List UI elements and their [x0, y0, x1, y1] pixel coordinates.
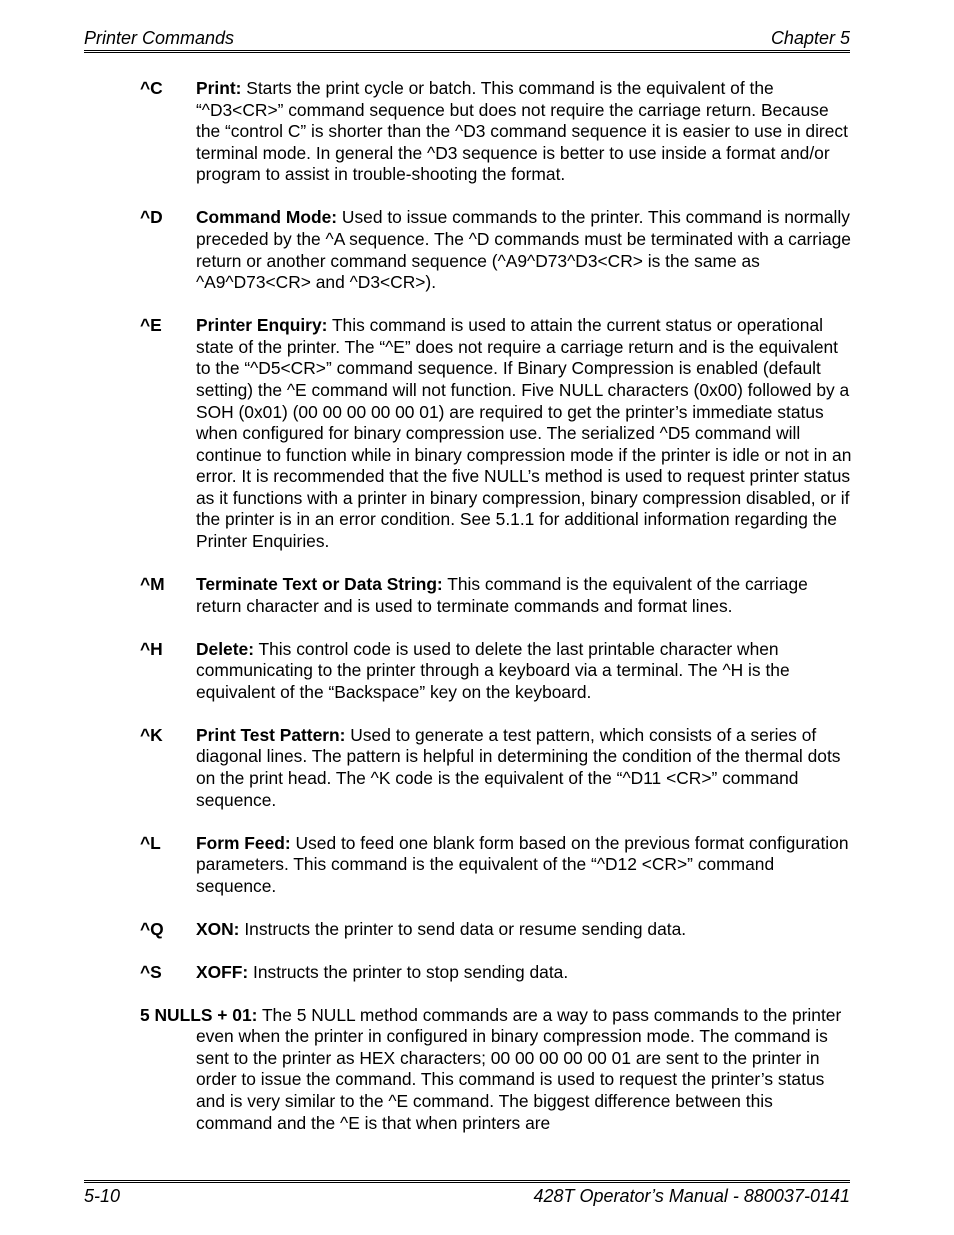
- page-number: 5-10: [84, 1186, 121, 1206]
- page-header: [84, 28, 850, 50]
- command-code: ^E: [140, 315, 162, 336]
- command-description: Starts the print cycle or batch. This command is the equivalent of the “^D3<CR>” command sequence but does not require the carriage return. Because the “control C” is shorter than the ^D3 command sequence it is easier to use in direct terminal mode. In general the ^D3 sequence is better to use inside a format and/or program to assist in trouble-shooting the format.: [196, 78, 848, 185]
- command-description: This control code is used to delete the last printable character when communicating to the printer through a keyboard via a terminal. The ^H is the equivalent of the “Backspace” key on the keyboard.: [196, 638, 790, 702]
- footer-rule: [84, 1180, 850, 1183]
- command-description: Used to generate a test pattern, which consists of a series of diagonal lines. The pattern is helpful in determining the condition of the thermal dots on the print head. The ^K code is the equivalent of the “^D11 <CR>” command sequence.: [196, 724, 841, 810]
- command-term: XON:: [196, 918, 240, 939]
- command-term: Terminate Text or Data String:: [196, 574, 443, 595]
- header-rule: [84, 50, 850, 53]
- command-term: Printer Enquiry:: [196, 315, 328, 336]
- command-term: Print Test Pattern:: [196, 724, 346, 745]
- command-entry-ctrl-d: [140, 207, 852, 293]
- command-term: Delete:: [196, 638, 254, 659]
- command-code: ^H: [140, 638, 163, 659]
- command-code: ^D: [140, 207, 163, 228]
- command-term: XOFF:: [196, 961, 249, 982]
- command-entry-ctrl-q: [140, 919, 852, 941]
- command-entry-ctrl-e: [140, 315, 852, 553]
- command-term: Form Feed:: [196, 832, 291, 853]
- command-code: ^C: [140, 78, 163, 98]
- command-entry-5-nulls: [140, 1005, 852, 1135]
- command-term: Print:: [196, 78, 242, 98]
- page-content: [140, 78, 852, 1156]
- command-description: This command is the equivalent of the carriage return character and is used to terminate commands and format lines.: [196, 574, 808, 616]
- command-entry-ctrl-k: [140, 725, 852, 811]
- header-chapter: Chapter 5: [770, 28, 850, 48]
- command-code: ^S: [140, 961, 162, 982]
- command-description: The 5 NULL method commands are a way to pass commands to the printer even when the printer in configured in binary compression mode. The command is sent to the printer as HEX characters; 00 00 00 00 00 01 are sent to the printer in order to issue the command. This command is used to request the printer’s status and is very similar to the ^E command. The biggest difference between this command and the ^E is that when printers are: [196, 1004, 842, 1133]
- header-section-title: Printer Commands: [84, 28, 235, 48]
- command-code: ^K: [140, 724, 163, 745]
- command-code: ^M: [140, 574, 165, 595]
- command-code: 5 NULLS + 01:: [140, 1004, 258, 1025]
- page-footer: [84, 1186, 850, 1208]
- command-code: ^Q: [140, 918, 164, 939]
- command-description: Instructs the printer to stop sending data.: [248, 961, 569, 982]
- command-code: ^L: [140, 832, 161, 853]
- command-description: Used to issue commands to the printer. This command is normally preceded by the ^A sequence. The ^D commands must be terminated with a carriage return or another command sequence (^A9^D73^D3<CR> is the same as ^A9^D73<CR> and ^D3<CR>).: [196, 207, 851, 293]
- command-entry-ctrl-m: [140, 574, 852, 617]
- manual-title: 428T Operator’s Manual - 880037-0141: [533, 1186, 850, 1206]
- command-entry-ctrl-s: [140, 962, 852, 984]
- command-description: Used to feed one blank form based on the previous format configuration parameters. This command is the equivalent of the “^D12 <CR>” command sequence.: [196, 832, 849, 896]
- command-entry-ctrl-l: [140, 833, 852, 898]
- command-entry-ctrl-c: [140, 78, 852, 186]
- command-entry-ctrl-h: [140, 639, 852, 704]
- command-term: Command Mode:: [196, 207, 338, 228]
- command-description: This command is used to attain the current status or operational state of the printer. The “^E” does not require a carriage return and is the equivalent to the “^D5<CR>” command sequence. If Binary Compression is enabled (default setting) the ^E command will not function. Five NULL characters (0x00) followed by a SOH (0x01) (00 00 00 00 00 01) are required to get the printer’s immediate status when configured for binary compression use. The serialized ^D5 command will continue to function while in binary compression mode if the printer is idle or not in an error. It is recommended that the five NULL’s method is used to request printer status as it functions with a printer in binary compression, binary compression disabled, or if the printer is in an error condition. See 5.1.1 for additional information regarding the Printer Enquiries.: [196, 315, 852, 552]
- command-description: Instructs the printer to send data or resume sending data.: [239, 918, 687, 939]
